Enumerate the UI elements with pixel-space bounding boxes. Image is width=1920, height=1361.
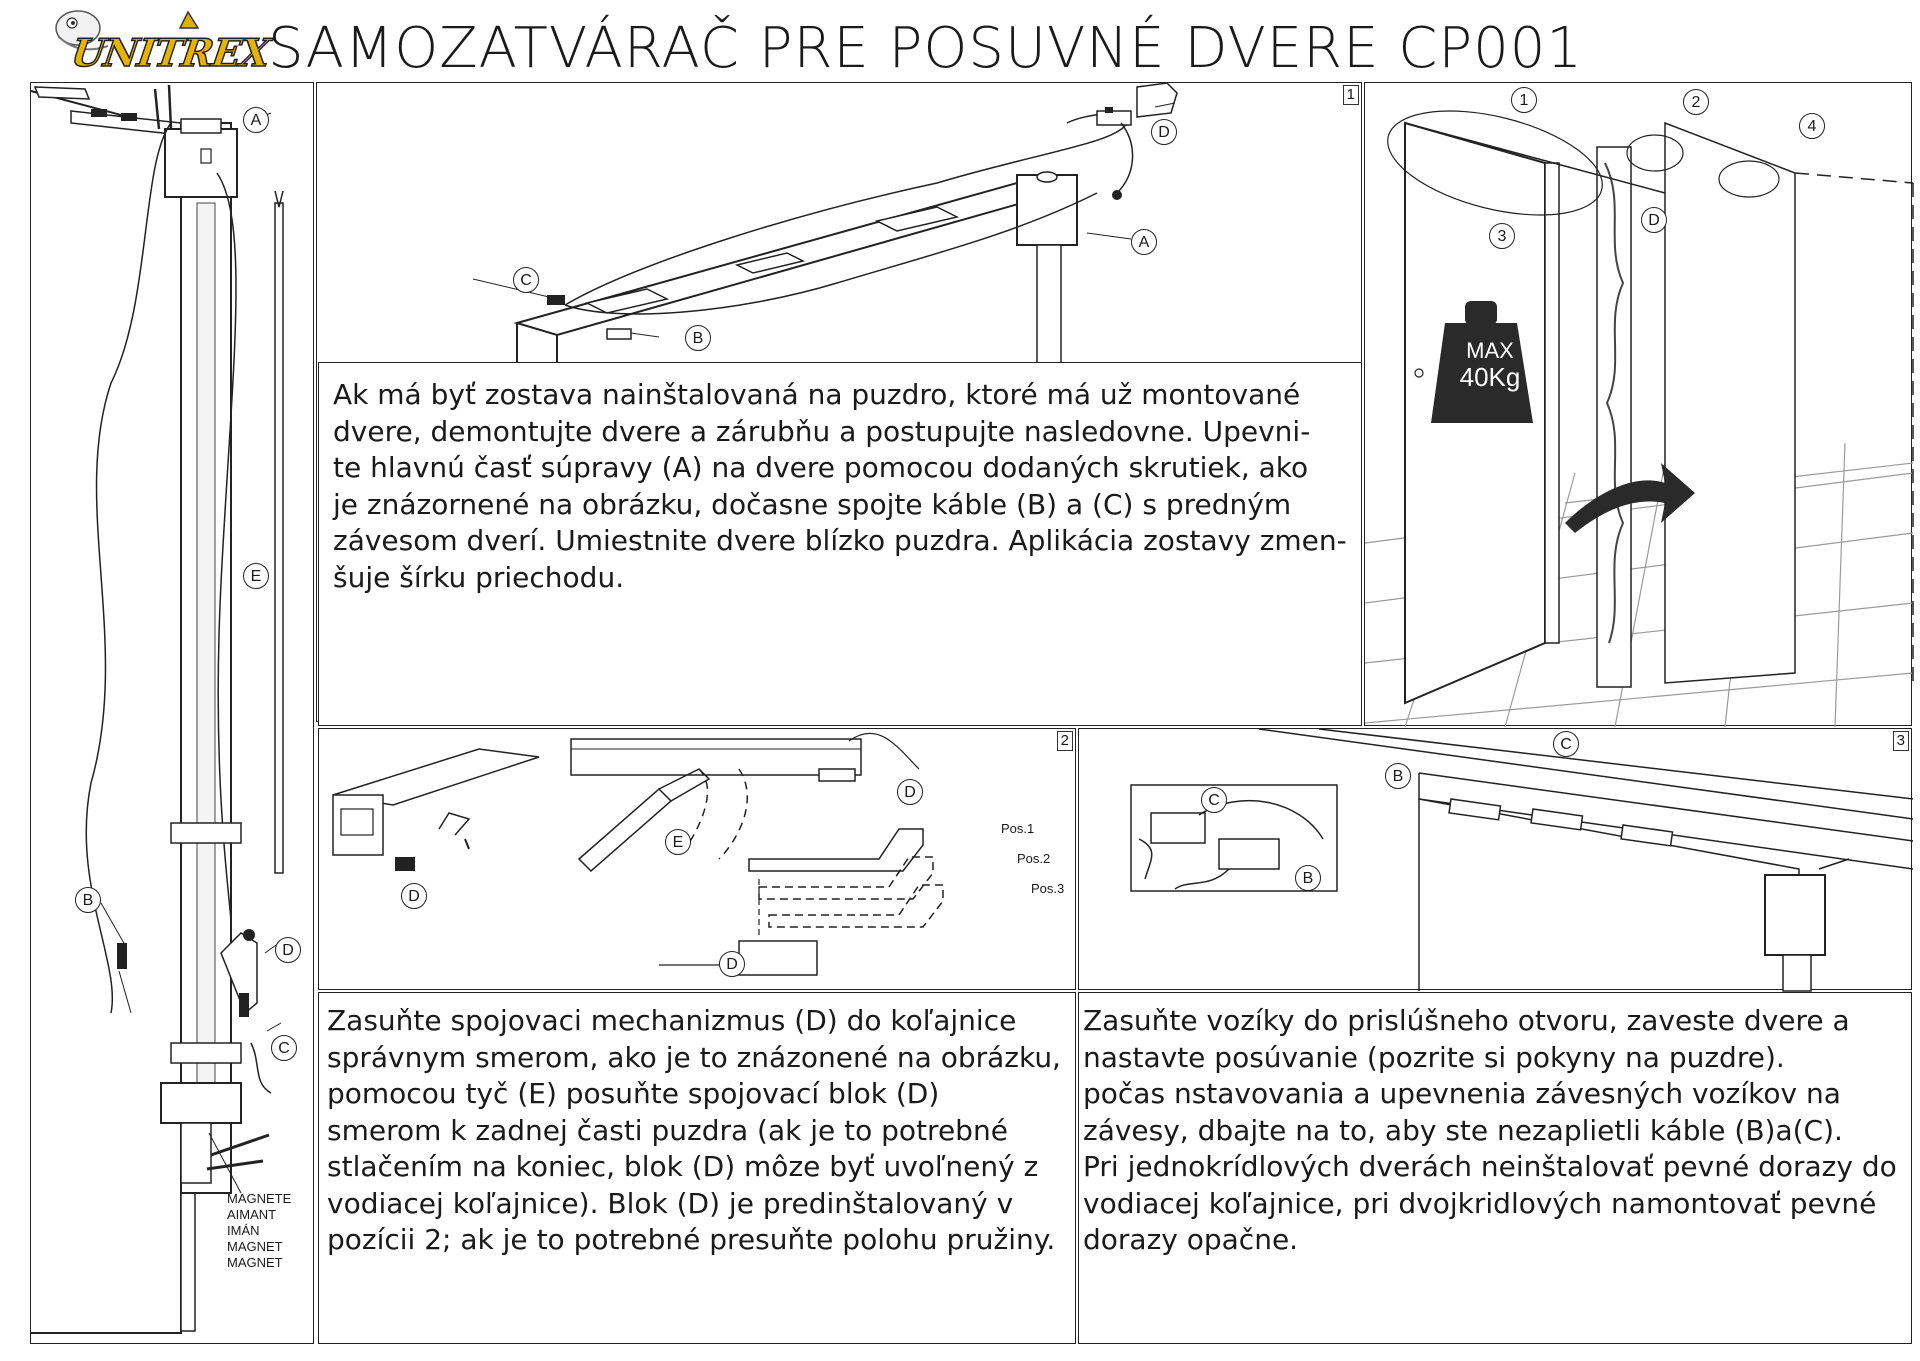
callout-1: 1	[1511, 87, 1537, 113]
text-line: vodiacej koľajnice). Blok (D) je predinštalovaný v	[327, 1186, 1014, 1220]
text-line: závesom dverí. Umiestnite dvere blízko puzdra. Aplikácia zostavy zmen-	[333, 524, 1347, 557]
callout-c-left: C	[271, 1035, 297, 1061]
callout-e-p2: E	[665, 829, 691, 855]
text-line: Ak má byť zostava nainštalovaná na puzdro, ktoré má už montované	[333, 378, 1301, 411]
callout-3: 3	[1489, 223, 1515, 249]
panel-number-2: 2	[1057, 731, 1073, 751]
panel-number-3: 3	[1893, 731, 1909, 751]
text-line: závesy, dbajte na to, aby ste nezaplietli káble (B)a(C).	[1083, 1113, 1843, 1147]
callout-b-inset: B	[1295, 865, 1321, 891]
magnet-label: MAGNET	[227, 1255, 283, 1270]
callout-d-p2a: D	[401, 883, 427, 909]
text-line: správnym smerom, ako je to znázonené na obrázku,	[327, 1040, 1061, 1074]
connector-drawing	[319, 729, 1077, 991]
callout-d-p2b: D	[897, 779, 923, 805]
instruction-text-step3	[1083, 1003, 1897, 1259]
callout-c-p3: C	[1553, 731, 1579, 757]
text-line: pomocou tyč (E) posuňte spojovací blok (D)	[327, 1077, 940, 1110]
weight-max: MAX	[1466, 338, 1514, 363]
logo-text: UNITREX	[68, 30, 273, 75]
instruction-box-step3	[1078, 992, 1912, 1344]
callout-e-left: E	[243, 563, 269, 589]
door-installed-drawing	[1365, 83, 1913, 727]
text-line: je znázornené na obrázku, dočasne spojte káble (B) a (C) s predným	[333, 487, 1292, 521]
text-line: dorazy opačne.	[1083, 1223, 1299, 1256]
callout-2: 2	[1683, 89, 1709, 115]
unitrex-logo	[48, 6, 273, 78]
text-line: šuje šírku priechodu.	[333, 560, 625, 594]
panel-number-1: 1	[1343, 85, 1359, 105]
magnet-label: MAGNETE	[227, 1191, 292, 1206]
weight-label	[1445, 339, 1535, 391]
text-line: smerom k zadnej časti puzdra (ak je to potrebné	[327, 1113, 1008, 1147]
magnet-label: AIMANT	[227, 1207, 277, 1222]
callout-c-inset: C	[1201, 787, 1227, 813]
panel-2-drawing	[318, 728, 1076, 990]
weight-value: 40Kg	[1459, 362, 1521, 392]
carriage-drawing	[1079, 729, 1913, 991]
callout-b-left: B	[75, 887, 101, 913]
instruction-box-main	[318, 362, 1362, 726]
text-line: dvere, demontujte dvere a zárubňu a postupujte nasledovne. Upevni-	[333, 414, 1311, 448]
text-line: počas nstavovania a upevnenia závesných vozíkov na	[1083, 1077, 1841, 1110]
text-line: Zasuňte vozíky do prislúšneho otvoru, zaveste dvere a	[1083, 1004, 1850, 1037]
instruction-box-step2	[318, 992, 1076, 1344]
text-line: te hlavnú časť súpravy (A) na dvere pomocou dodaných skrutiek, ako	[333, 451, 1309, 484]
instruction-text-step2	[327, 1003, 1061, 1259]
callout-d-top: D	[1151, 119, 1177, 145]
text-line: pozícii 2; ak je to potrebné presuňte polohu pružiny.	[327, 1223, 1056, 1256]
panel-door-installed	[1364, 82, 1912, 726]
text-line: stlačením na koniec, blok (D) môze byť uvoľnený z	[327, 1150, 1039, 1183]
position-3-label: Pos.3	[1031, 881, 1065, 896]
callout-d-right: D	[1641, 207, 1667, 233]
callout-b-p3: B	[1385, 763, 1411, 789]
panel-3-drawing	[1078, 728, 1912, 990]
panel-left-door-frame	[30, 82, 314, 1344]
magnet-labels	[227, 1191, 291, 1271]
magnet-label: IMÁN	[227, 1223, 260, 1238]
text-line: nastavte posúvanie (pozrite si pokyny na puzdre).	[1083, 1040, 1785, 1074]
callout-d-p2c: D	[719, 951, 745, 977]
callout-c-top: C	[513, 267, 539, 293]
callout-d-left: D	[275, 937, 301, 963]
text-line: Pri jednokrídlových dverách neinštalovať pevné dorazy do	[1083, 1150, 1897, 1183]
page-title: SAMOZATVÁRAČ PRE POSUVNÉ DVERE CP001	[268, 16, 1584, 81]
instruction-text-main	[333, 377, 1347, 596]
callout-4: 4	[1799, 113, 1825, 139]
position-2-label: Pos.2	[1017, 851, 1051, 866]
callout-b-top: B	[685, 325, 711, 351]
text-line: Zasuňte spojovaci mechanizmus (D) do koľajnice	[327, 1004, 1017, 1037]
door-frame-drawing	[31, 83, 315, 1345]
text-line: vodiacej koľajnice, pri dvojkridlových namontovať pevné	[1083, 1186, 1877, 1220]
assembly-top-drawing	[317, 83, 1363, 363]
callout-a-top: A	[1131, 229, 1157, 255]
position-1-label: Pos.1	[1001, 821, 1035, 836]
callout-a-left: A	[243, 107, 269, 133]
magnet-label: MAGNET	[227, 1239, 283, 1254]
